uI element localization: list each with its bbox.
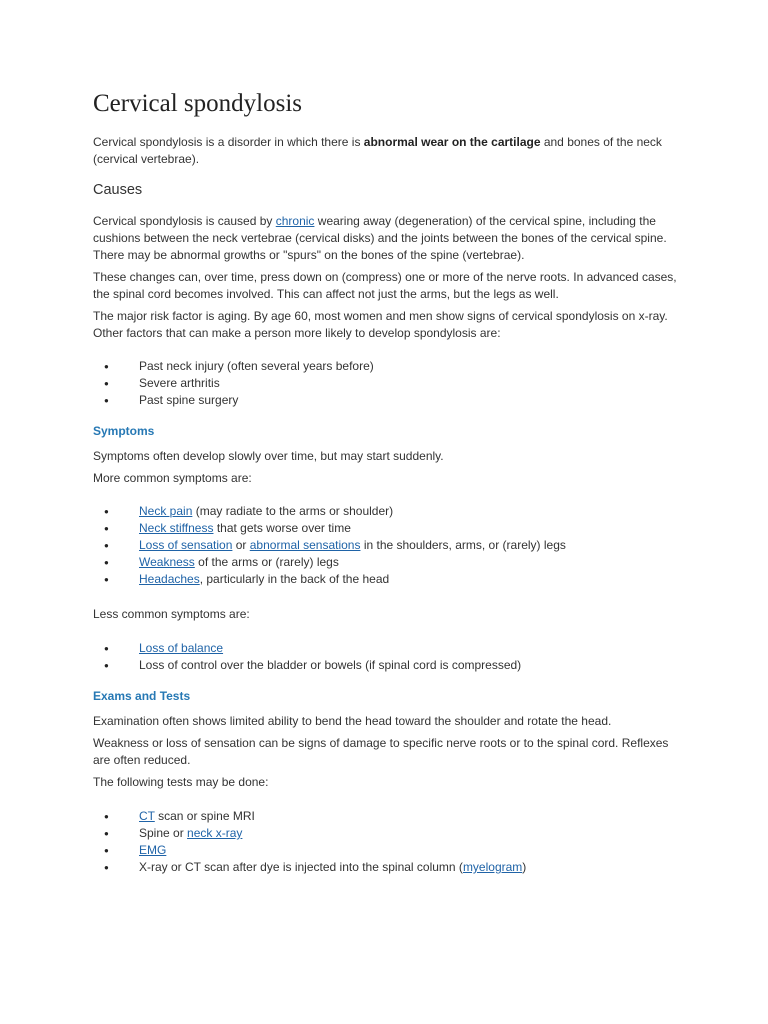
list-item (93, 842, 683, 859)
causes-p1-text-end: wearing away (degeneration) of the cervical spine, including the cushions between the neck vertebrae (cervical disks) and the joints between the bones of the cervical spine. There may be abnormal growths or "spurs" on the bones of the spine (vertebrae). (93, 214, 667, 262)
bullet-icon: ● (104, 524, 109, 533)
headaches-link[interactable]: Headaches (139, 572, 200, 586)
bullet-icon: ● (104, 507, 109, 516)
exams-paragraph-1: Examination often shows limited ability to bend the head toward the shoulder and rotate the head. (93, 714, 612, 728)
list-item (93, 520, 683, 537)
intro-bold-text: abnormal wear on the cartilage (363, 135, 541, 149)
list-item (93, 375, 683, 392)
exams-paragraph-2: Weakness or loss of sensation can be signs of damage to specific nerve roots or to the spinal cord. Reflexes are often reduced. (93, 736, 669, 767)
list-item (93, 571, 683, 588)
bullet-icon: ● (104, 575, 109, 584)
list-item (93, 657, 683, 674)
neck-stiffness-link[interactable]: Neck stiffness (139, 521, 214, 535)
page-title: Cervical spondylosis (93, 90, 303, 117)
list-item-text: Past spine surgery (139, 393, 239, 407)
list-item-text: (may radiate to the arms or shoulder) (192, 504, 394, 518)
list-item (93, 640, 683, 657)
abnormal-sensations-link[interactable]: abnormal sensations (249, 538, 361, 552)
list-item-text: or (232, 538, 250, 552)
list-item-text: , particularly in the back of the head (199, 572, 390, 586)
list-item-text: scan or spine MRI (154, 809, 255, 823)
symptoms-paragraph-1: Symptoms often develop slowly over time, but may start suddenly. (93, 449, 444, 463)
list-item-text: X-ray or CT scan after dye is injected into the spinal column ( (139, 860, 463, 874)
causes-p1-text: Cervical spondylosis is caused by (93, 214, 276, 228)
tests-list (93, 808, 683, 876)
intro-paragraph (93, 134, 683, 168)
neck-pain-link[interactable]: Neck pain (139, 504, 193, 518)
bullet-icon: ● (104, 846, 109, 855)
symptoms-paragraph-3: Less common symptoms are: (93, 607, 250, 621)
list-item-text: in the shoulders, arms, or (rarely) legs (360, 538, 566, 552)
ct-link[interactable]: CT (139, 809, 155, 823)
causes-paragraph-3: The major risk factor is aging. By age 60, most women and men show signs of cervical spondylosis on x-ray. Other factors that can make a person more likely to develop spondylosis are: (93, 309, 668, 340)
less-common-symptoms-list (93, 640, 683, 674)
bullet-icon: ● (104, 829, 109, 838)
list-item-text: Spine or (139, 826, 188, 840)
bullet-icon: ● (104, 558, 109, 567)
bullet-icon: ● (104, 396, 109, 405)
article (93, 88, 683, 876)
list-item (93, 503, 683, 520)
bullet-icon: ● (104, 661, 109, 670)
list-item-text: Past neck injury (often several years before) (139, 359, 374, 373)
bullet-icon: ● (104, 863, 109, 872)
neck-x-ray-link[interactable]: neck x-ray (187, 826, 243, 840)
list-item-text: ) (522, 860, 527, 874)
bullet-icon: ● (104, 644, 109, 653)
myelogram-link[interactable]: myelogram (462, 860, 523, 874)
bullet-icon: ● (104, 362, 109, 371)
list-item-text: Loss of control over the bladder or bowels (if spinal cord is compressed) (139, 658, 522, 672)
risk-factor-list (93, 358, 683, 409)
causes-heading: Causes (93, 182, 143, 198)
common-symptoms-list (93, 503, 683, 588)
list-item-text: Severe arthritis (139, 376, 220, 390)
causes-paragraph-2: These changes can, over time, press down on (compress) one or more of the nerve roots. In advanced cases, the spinal cord becomes involved. This can affect not just the arms, but the legs as well. (93, 270, 677, 301)
exams-paragraph-3: The following tests may be done: (93, 775, 269, 789)
intro-text-end: and bones of the neck (cervical vertebrae). (93, 135, 662, 166)
loss-of-sensation-link[interactable]: Loss of sensation (139, 538, 233, 552)
list-item (93, 537, 683, 554)
symptoms-heading: Symptoms (93, 424, 155, 438)
bullet-icon: ● (104, 379, 109, 388)
intro-text: Cervical spondylosis is a disorder in which there is (93, 135, 364, 149)
bullet-icon: ● (104, 541, 109, 550)
list-item (93, 358, 683, 375)
chronic-link[interactable]: chronic (275, 214, 315, 228)
bullet-icon: ● (104, 812, 109, 821)
list-item (93, 808, 683, 825)
list-item-text: of the arms or (rarely) legs (194, 555, 339, 569)
loss-of-balance-link[interactable]: Loss of balance (139, 641, 224, 655)
list-item (93, 554, 683, 571)
exams-heading: Exams and Tests (93, 689, 191, 703)
weakness-link[interactable]: Weakness (139, 555, 195, 569)
list-item-text: that gets worse over time (213, 521, 351, 535)
list-item (93, 859, 683, 876)
emg-link[interactable]: EMG (139, 843, 167, 857)
list-item (93, 392, 683, 409)
list-item (93, 825, 683, 842)
symptoms-paragraph-2: More common symptoms are: (93, 471, 252, 485)
causes-paragraph-1 (93, 213, 683, 264)
